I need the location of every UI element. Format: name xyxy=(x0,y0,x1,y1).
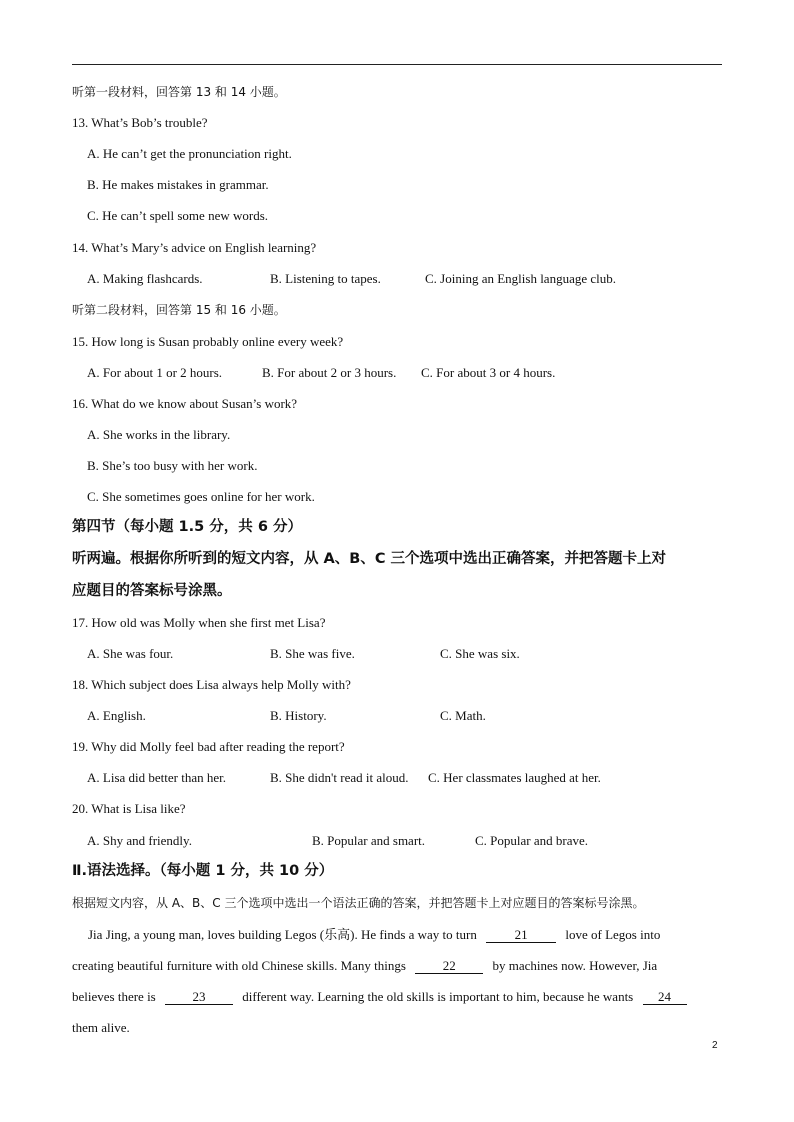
question-13-stem: 13. What’s Bob’s trouble? xyxy=(72,115,208,130)
part-4-heading: 第四节（每小题 1.5 分，共 6 分） xyxy=(72,519,302,535)
question-16-option-b: B. She’s too busy with her work. xyxy=(87,458,258,473)
passage-text: by machines now. However, Jia xyxy=(492,958,658,973)
passage-text: different way. Learning the old skills is important to him, because he wants xyxy=(242,989,634,1004)
question-14-option-a: A. Making flashcards. xyxy=(87,271,203,286)
header-rule xyxy=(72,64,722,65)
passage-line-4: them alive. xyxy=(72,1020,130,1035)
question-16-option-a: A. She works in the library. xyxy=(87,427,231,442)
question-13-option-c: C. He can’t spell some new words. xyxy=(87,208,269,223)
passage-text: believes there is xyxy=(72,989,156,1004)
passage-text: creating beautiful furniture with old Chinese skills. Many things xyxy=(72,958,406,973)
page-number: 2 xyxy=(712,1040,718,1051)
blank-22[interactable]: 22 xyxy=(415,959,483,974)
question-15-option-b: B. For about 2 or 3 hours. xyxy=(262,365,397,380)
question-15-option-a: A. For about 1 or 2 hours. xyxy=(87,365,223,380)
question-15-stem: 15. How long is Susan probably online every week? xyxy=(72,334,344,349)
question-18-option-a: A. English. xyxy=(87,708,146,723)
passage-line-2 xyxy=(72,958,657,974)
question-20-option-c: C. Popular and brave. xyxy=(475,833,589,848)
passage-line-1 xyxy=(88,927,660,943)
passage-text: Jia Jing, a young man, loves building Legos (乐高). He finds a way to turn xyxy=(88,927,477,942)
listening-intro-1: 听第一段材料，回答第 13 和 14 小题。 xyxy=(72,85,286,99)
question-13-option-a: A. He can’t get the pronunciation right. xyxy=(87,146,292,161)
passage-line-3 xyxy=(72,989,687,1005)
question-17-option-c: C. She was six. xyxy=(440,646,520,661)
question-15-option-c: C. For about 3 or 4 hours. xyxy=(421,365,556,380)
blank-23[interactable]: 23 xyxy=(165,990,233,1005)
question-16-option-c: C. She sometimes goes online for her work. xyxy=(87,489,315,504)
question-17-stem: 17. How old was Molly when she first met Lisa? xyxy=(72,615,326,630)
question-13-option-b: B. He makes mistakes in grammar. xyxy=(87,177,269,192)
question-20-option-a: A. Shy and friendly. xyxy=(87,833,192,848)
question-14-option-b: B. Listening to tapes. xyxy=(270,271,381,286)
question-18-option-b: B. History. xyxy=(270,708,327,723)
question-18-stem: 18. Which subject does Lisa always help Molly with? xyxy=(72,677,351,692)
question-20-option-b: B. Popular and smart. xyxy=(312,833,426,848)
question-14-stem: 14. What’s Mary’s advice on English learning? xyxy=(72,240,317,255)
question-19-option-a: A. Lisa did better than her. xyxy=(87,770,226,785)
blank-21[interactable]: 21 xyxy=(486,928,556,943)
blank-24[interactable]: 24 xyxy=(643,990,687,1005)
question-18-option-c: C. Math. xyxy=(440,708,486,723)
part-2-heading: Ⅱ.语法选择。（每小题 1 分，共 10 分） xyxy=(72,863,334,879)
part-4-instruction-line-1: 听两遍。根据你所听到的短文内容，从 A、B、C 三个选项中选出正确答案，并把答题卡上对 xyxy=(72,551,667,567)
question-16-stem: 16. What do we know about Susan’s work? xyxy=(72,396,298,411)
question-19-stem: 19. Why did Molly feel bad after reading the report? xyxy=(72,739,345,754)
question-19-option-b: B. She didn't read it aloud. xyxy=(270,770,409,785)
question-20-stem: 20. What is Lisa like? xyxy=(72,801,186,816)
listening-intro-2: 听第二段材料，回答第 15 和 16 小题。 xyxy=(72,303,286,317)
passage-text: love of Legos into xyxy=(565,927,661,942)
part-4-instruction-line-2: 应题目的答案标号涂黑。 xyxy=(72,583,232,599)
question-19-option-c: C. Her classmates laughed at her. xyxy=(428,770,601,785)
question-17-option-a: A. She was four. xyxy=(87,646,174,661)
question-14-option-c: C. Joining an English language club. xyxy=(425,271,617,286)
question-17-option-b: B. She was five. xyxy=(270,646,355,661)
part-2-instruction: 根据短文内容，从 A、B、C 三个选项中选出一个语法正确的答案，并把答题卡上对应题目的答案标号涂黑。 xyxy=(72,896,645,910)
